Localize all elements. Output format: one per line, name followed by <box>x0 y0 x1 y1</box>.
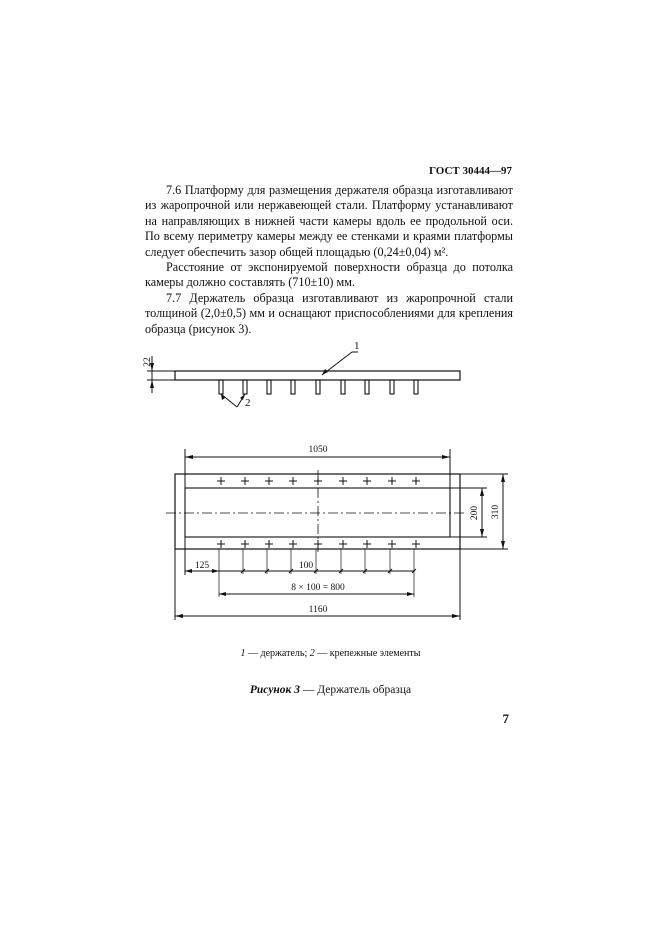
dim-125-label: 125 <box>194 561 210 571</box>
figure-caption-label: Рисунок 3 <box>249 684 301 696</box>
legend-item-2-text: — крепежные элементы <box>314 648 421 659</box>
figure-caption-text: — Держатель образца <box>300 684 412 696</box>
holder-inner-opening <box>185 488 450 537</box>
callout-1-label: 1 <box>354 340 360 352</box>
fastener-pins <box>219 380 418 394</box>
legend-item-2-number: 2 <box>309 648 315 659</box>
dimension-arrowheads <box>150 363 505 618</box>
holder-outer-frame <box>175 474 460 549</box>
dim-800-label: 8 × 100 = 800 <box>291 583 345 593</box>
dim-thickness-label: 22 <box>143 357 153 367</box>
dim-100-label: 100 <box>298 561 314 571</box>
dim-310-label: 310 <box>491 504 501 520</box>
paragraph-7-7: 7.7 Держатель образца изготавливают из жаропрочной стали толщиной (2,0±0,5) мм и оснащают приспособлениями для крепления образца (рисунок 3). <box>145 290 513 336</box>
legend-item-1-number: 1 <box>240 648 246 659</box>
page-number: 7 <box>502 711 509 726</box>
dim-1050-label: 1050 <box>308 445 328 455</box>
figure-caption <box>0 684 661 696</box>
dim-1160-label: 1160 <box>308 605 328 615</box>
paragraph-7-6: 7.6 Платформу для размещения держателя образца изготавливают из жаропрочной или нержавеющей стали. Платформу устанавливают на направляющих в нижней части камеры вдоль ее продольной оси. По всему периметру камеры между ее стенками и краями платформы следует обеспечить зазор общей площадью (0,24±0,04) м². <box>145 183 513 259</box>
figure-legend <box>0 648 661 659</box>
fastener-crosses-bottom <box>217 540 420 548</box>
holder-side-plate <box>175 371 460 380</box>
fastener-crosses-top <box>217 477 420 485</box>
callout-2-label: 2 <box>245 397 251 409</box>
document-header-code: ГОСТ 30444—97 <box>429 165 512 177</box>
dim-200-label: 200 <box>470 505 480 521</box>
legend-item-1-text: — держатель; <box>245 648 310 659</box>
callout-2-leader-a <box>221 394 237 407</box>
paragraph-7-6-distance: Расстояние от экспонируемой поверхности образца до потолка камеры должно составлять (710±10) мм. <box>145 260 513 290</box>
